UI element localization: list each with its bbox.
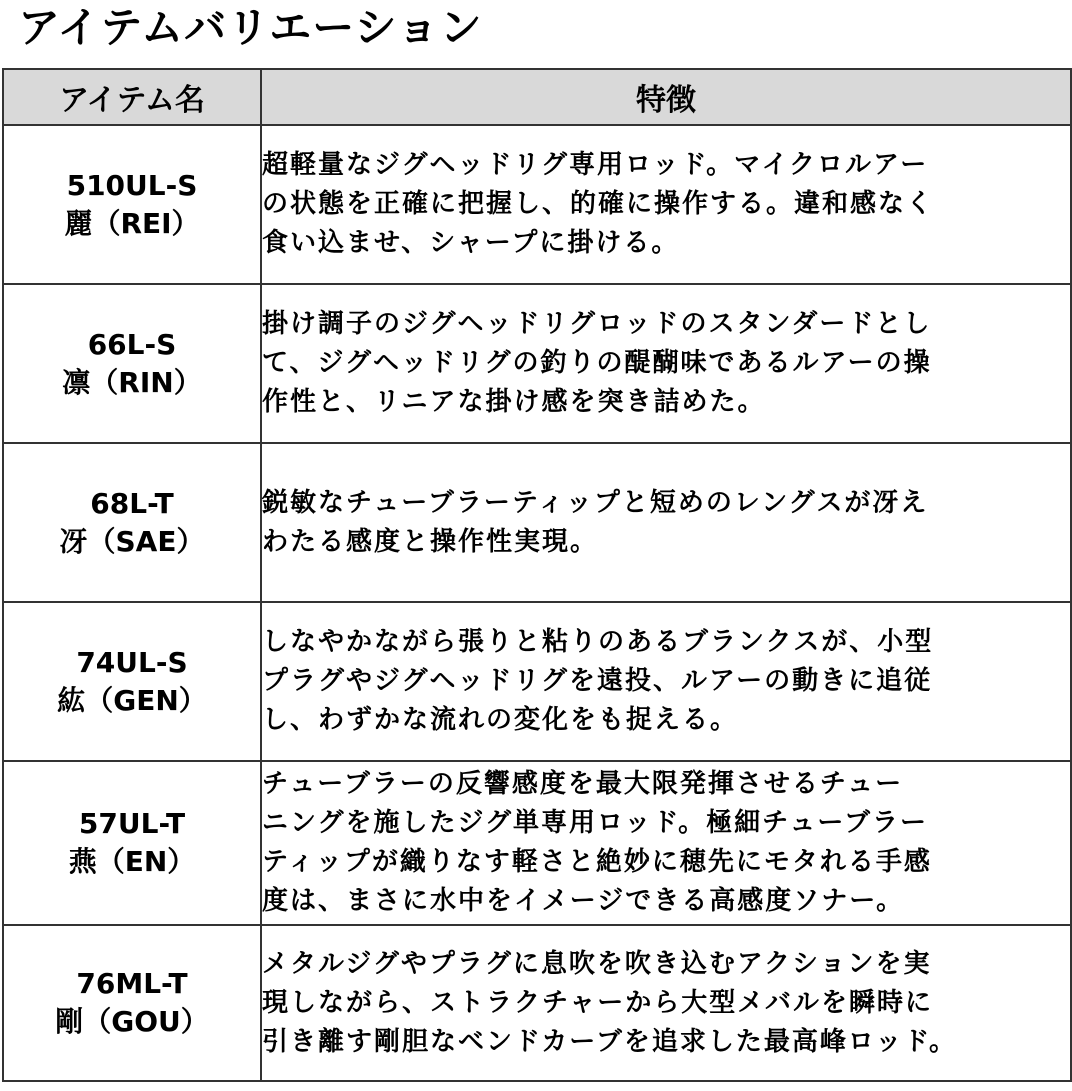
page-title: アイテムバリエーション bbox=[18, 3, 483, 52]
item-feature-cell bbox=[261, 761, 1071, 925]
feature-text-line: 食い込ませ、シャープに掛ける。 bbox=[262, 228, 680, 258]
item-name-cell bbox=[3, 761, 261, 925]
item-feature-cell bbox=[261, 925, 1071, 1081]
feature-text-line: 度は、まさに水中をイメージできる高感度ソナー。 bbox=[262, 886, 905, 916]
feature-text-line: プラグやジグヘッドリグを遠投、ルアーの動きに追従 bbox=[262, 666, 933, 696]
item-variation-table bbox=[2, 68, 1072, 1082]
feature-text-line: チューブラーの反響感度を最大限発揮させるチュー bbox=[262, 769, 904, 799]
item-name-cell bbox=[3, 284, 261, 443]
item-code: 57UL-T bbox=[78, 807, 186, 840]
item-name-cell bbox=[3, 125, 261, 284]
item-code: 76ML-T bbox=[76, 967, 188, 1000]
feature-text-line: しなやかながら張りと粘りのあるブランクスが、小型 bbox=[262, 627, 934, 657]
item-code: 66L-S bbox=[87, 327, 177, 361]
table-row bbox=[3, 761, 1071, 925]
feature-text-line: わたる感度と操作性実現。 bbox=[262, 526, 599, 557]
table-row bbox=[3, 602, 1071, 761]
feature-text-line: 超軽量なジグヘッドリグ専用ロッド。マイクロルアー bbox=[262, 150, 929, 180]
feature-text-line: 掛け調子のジグヘッドリグロッドのスタンダードとし bbox=[262, 309, 932, 339]
item-kanji-name: 凛（RIN） bbox=[62, 365, 202, 399]
column-header-feature: 特徴 bbox=[261, 69, 1071, 125]
item-feature-cell bbox=[261, 125, 1071, 284]
item-code: 74UL-S bbox=[76, 645, 188, 679]
feature-text-line: ニングを施したジグ単専用ロッド。極細チューブラー bbox=[262, 808, 929, 838]
feature-text-line: 現しながら、ストラクチャーから大型メバルを瞬時に bbox=[262, 987, 933, 1018]
table-row bbox=[3, 925, 1071, 1081]
feature-text-line: 作性と、リニアな掛け感を突き詰めた。 bbox=[262, 387, 766, 417]
item-feature-cell bbox=[261, 284, 1071, 443]
feature-text-line: 引き離す剛胆なベンドカーブを追求した最高峰ロッド。 bbox=[262, 1026, 958, 1057]
column-header-item-name: アイテム名 bbox=[3, 69, 261, 125]
feature-text-line: し、わずかな流れの変化をも捉える。 bbox=[262, 705, 739, 735]
table-row bbox=[3, 443, 1071, 602]
table-header-row bbox=[3, 69, 1071, 125]
feature-text-line: ティップが織りなす軽さと絶妙に穂先にモタれる手感 bbox=[262, 847, 932, 877]
item-kanji-name: 麗（REI） bbox=[64, 206, 200, 240]
item-feature-cell bbox=[261, 602, 1071, 761]
item-name-cell bbox=[3, 443, 261, 602]
item-name-cell bbox=[3, 602, 261, 761]
item-kanji-name: 紘（GEN） bbox=[57, 683, 207, 717]
table-row bbox=[3, 125, 1071, 284]
item-code: 68L-T bbox=[90, 486, 174, 520]
table-row bbox=[3, 284, 1071, 443]
item-kanji-name: 剛（GOU） bbox=[55, 1005, 209, 1038]
item-kanji-name: 燕（EN） bbox=[68, 845, 196, 878]
item-name-cell bbox=[3, 925, 261, 1081]
item-feature-cell bbox=[261, 443, 1071, 602]
item-kanji-name: 冴（SAE） bbox=[59, 524, 205, 558]
item-code: 510UL-S bbox=[66, 168, 198, 202]
feature-text-line: 鋭敏なチューブラーティップと短めのレングスが冴え bbox=[262, 487, 929, 518]
feature-text-line: の状態を正確に把握し、的確に操作する。違和感なく bbox=[262, 189, 935, 219]
feature-text-line: メタルジグやプラグに息吹を吹き込むアクションを実 bbox=[262, 948, 932, 979]
feature-text-line: て、ジグヘッドリグの釣りの醍醐味であるルアーの操 bbox=[262, 348, 932, 378]
